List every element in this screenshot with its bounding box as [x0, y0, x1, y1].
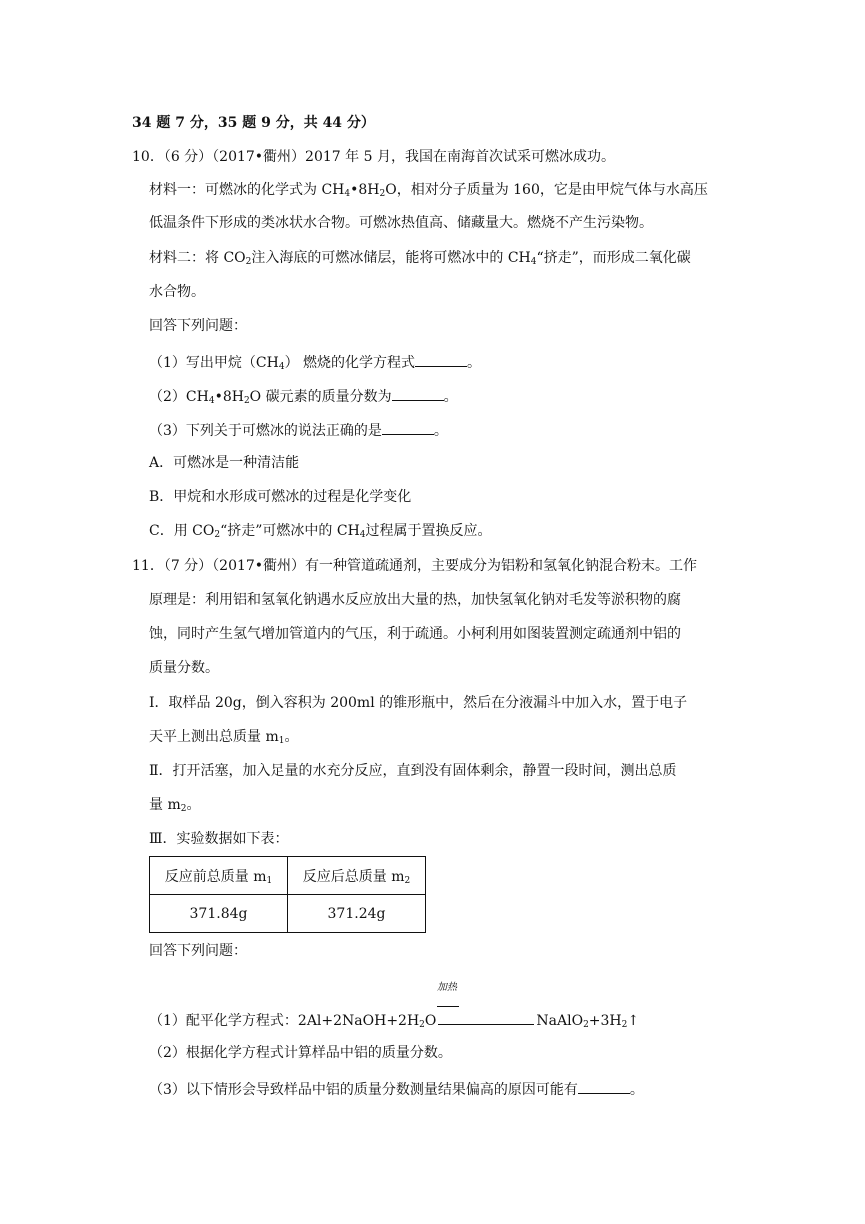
q11-line4: 质量分数。 — [149, 660, 219, 676]
gas-arrow: ↑ — [627, 1013, 640, 1029]
text: O，相对分子质量为 160，它是由甲烷气体与水高压 — [385, 182, 708, 198]
text: O 碳元素的质量分数为 — [249, 389, 392, 405]
text: “挤走”可燃冰中的 CH — [220, 523, 360, 539]
text: NaAlO — [536, 1013, 584, 1029]
subscript: 2 — [214, 530, 221, 540]
subscript: 2 — [621, 1020, 628, 1030]
answer-blank[interactable] — [415, 352, 467, 367]
condition-bar — [437, 1006, 459, 1007]
text: 。 — [467, 355, 482, 371]
table-row — [150, 895, 426, 933]
q11-step1-line1: Ⅰ．取样品 20g，倒入容积为 200ml 的锥形瓶中，然后在分液漏斗中加入水，置于电子 — [149, 695, 688, 711]
q11-line2: 原理是：利用铝和氢氧化钠遇水反应放出大量的热，加快氢氧化钠对毛发等淤积物的腐 — [149, 592, 681, 608]
text: ） 燃烧的化学方程式 — [284, 355, 416, 371]
subscript: 2 — [419, 1020, 425, 1030]
q11-prompt: 回答下列问题： — [149, 943, 247, 959]
subscript: 4 — [278, 362, 285, 372]
q11-part3 — [149, 1079, 644, 1099]
subscript: 2 — [379, 189, 386, 199]
subscript: 2 — [404, 875, 411, 886]
text: 。 — [443, 389, 458, 405]
subscript: 4 — [344, 189, 351, 199]
text: 。 — [629, 1082, 644, 1098]
subscript: 2 — [180, 804, 187, 814]
q11-line3: 蚀，同时产生氢气增加管道内的气压，利于疏通。小柯利用如图装置测定疏通剂中铝的 — [149, 626, 681, 642]
q10-material1-line1 — [149, 181, 708, 199]
subscript: 2 — [583, 1020, 589, 1030]
text: “挤走”，而形成二氧化碳 — [536, 250, 691, 266]
text: 反应前总质量 m — [164, 868, 267, 885]
text: 材料一：可燃冰的化学式为 CH — [149, 182, 345, 198]
table-cell: 371.24g — [288, 895, 426, 933]
q10-part1 — [149, 352, 481, 372]
answer-blank[interactable] — [578, 1079, 630, 1094]
reaction-condition — [432, 982, 462, 994]
text: 。 — [186, 797, 201, 813]
subscript: 4 — [359, 530, 366, 540]
text: 反应后总质量 m — [302, 868, 405, 885]
answer-blank[interactable] — [382, 420, 434, 435]
text: 量 m — [149, 797, 181, 813]
q11-line1: 11．（7 分）（2017•衢州）有一种管道疏通剂，主要成分为铝粉和氢氧化钠混合粉末。工作 — [132, 558, 698, 574]
condition-label: 加热 — [437, 982, 457, 993]
q10-material2-line2: 水合物。 — [149, 284, 205, 300]
q10-option-a: A．可燃冰是一种清洁能 — [149, 455, 300, 471]
subscript: 4 — [208, 396, 215, 406]
q10-stem: 10．（6 分）（2017•衢州）2017 年 5 月，我国在南海首次试采可燃冰成功。 — [132, 149, 615, 165]
text: 天平上测出总质量 m — [149, 729, 279, 745]
equation-blank[interactable] — [438, 1010, 534, 1025]
text: •8H — [350, 182, 380, 198]
text: 材料二：将 CO — [149, 250, 246, 266]
q10-material1-line2: 低温条件下形成的类冰状水合物。可燃冰热值高、储藏量大。燃烧不产生污染物。 — [149, 215, 653, 231]
table-row — [150, 857, 426, 895]
subscript: 2 — [245, 257, 252, 267]
text: （1）写出甲烷（CH — [149, 355, 279, 371]
text: 过程属于置换反应。 — [365, 523, 492, 539]
text: O — [424, 1013, 437, 1029]
q10-part2 — [149, 386, 458, 406]
q10-option-c — [149, 522, 492, 540]
table-header-cell — [150, 857, 288, 895]
q11-step2-line2 — [149, 796, 200, 814]
text: 。 — [433, 423, 448, 439]
text: 。 — [284, 729, 299, 745]
subscript: 2 — [243, 396, 250, 406]
q11-part2: （2）根据化学方程式计算样品中铝的质量分数。 — [149, 1045, 452, 1061]
q10-prompt: 回答下列问题： — [149, 318, 247, 334]
text: （2）CH — [149, 389, 209, 405]
q10-option-b: B．甲烷和水形成可燃冰的过程是化学变化 — [149, 489, 412, 505]
q10-material2-line1 — [149, 249, 691, 267]
data-table — [149, 856, 426, 933]
subscript: 1 — [266, 875, 273, 886]
table-cell: 371.84g — [150, 895, 288, 933]
subscript: 4 — [530, 257, 537, 267]
text: C．用 CO — [149, 523, 215, 539]
q11-part1-equation — [149, 1010, 639, 1030]
text: 注入海底的可燃冰储层，能将可燃冰中的 CH — [251, 250, 531, 266]
text: •8H — [214, 389, 244, 405]
text: （3）下列关于可燃冰的说法正确的是 — [149, 423, 382, 439]
section-header: 34 题 7 分，35 题 9 分，共 44 分） — [132, 115, 375, 131]
q11-step2-line1: Ⅱ．打开活塞，加入足量的水充分反应，直到没有固体剩余，静置一段时间，测出总质 — [149, 763, 677, 779]
q11-step1-line2 — [149, 728, 298, 746]
q11-step3: Ⅲ．实验数据如下表： — [149, 831, 289, 847]
text: +3H — [588, 1013, 622, 1029]
subscript: 1 — [278, 736, 285, 746]
answer-blank[interactable] — [392, 386, 444, 401]
text: （3）以下情形会导致样品中铝的质量分数测量结果偏高的原因可能有 — [149, 1082, 578, 1098]
q10-part3 — [149, 420, 448, 440]
table-header-cell — [288, 857, 426, 895]
text: （1）配平化学方程式：2Al+2NaOH+2H — [149, 1013, 420, 1029]
